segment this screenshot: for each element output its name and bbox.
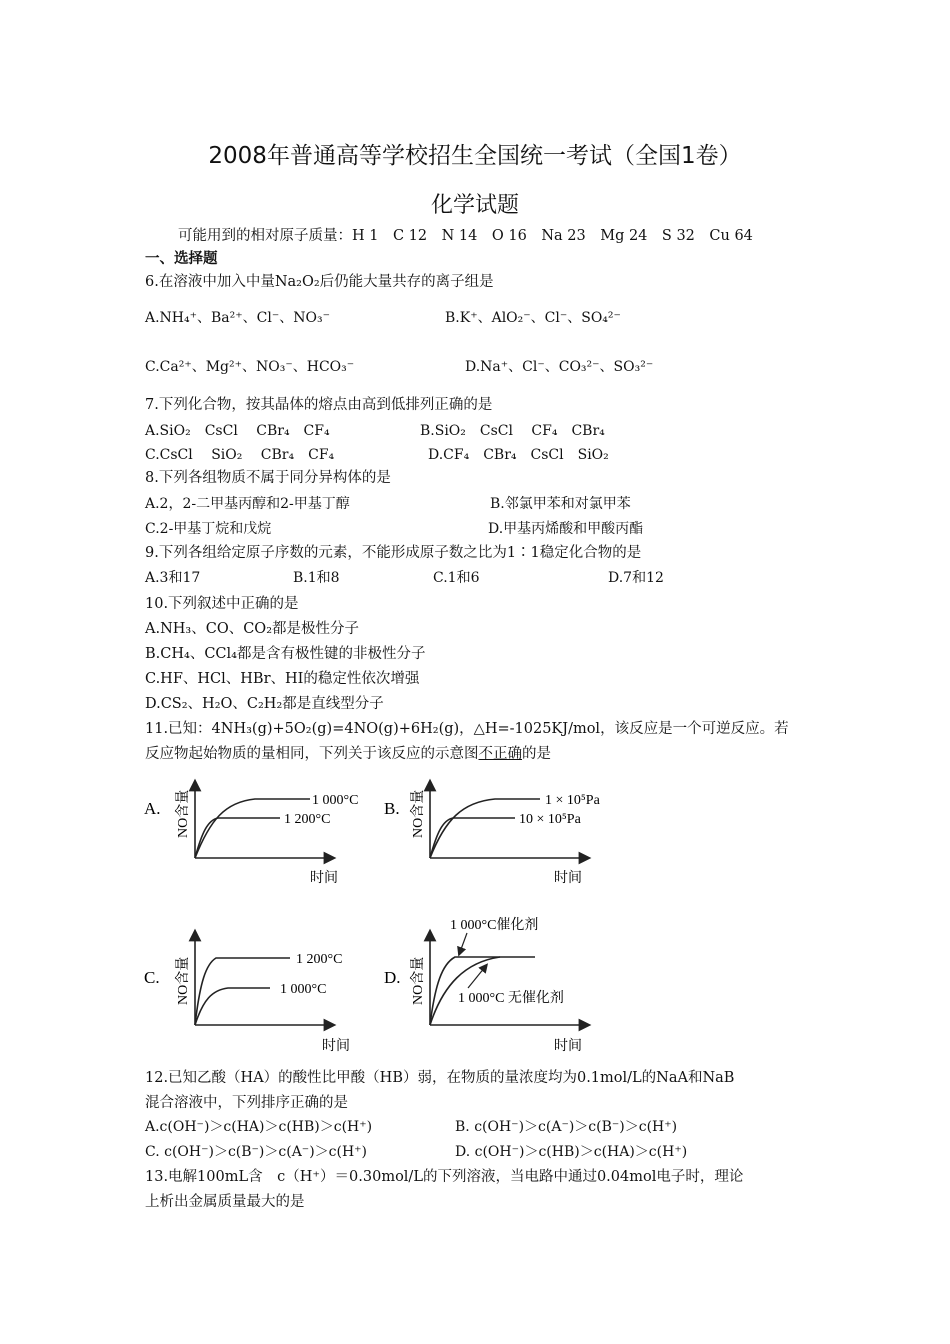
- q11-stem-underlined: 不正确: [478, 746, 522, 762]
- graph-c-curve-lower: [195, 988, 270, 1025]
- q9-option-c: C.1和6: [433, 570, 480, 586]
- graph-c-label-upper: 1 200°C: [296, 952, 343, 967]
- graph-c-xlabel: 时间: [322, 1039, 350, 1054]
- q8-stem: 8.下列各组物质不属于同分异构体的是: [145, 470, 391, 486]
- graph-d-label-lower: 1 000°C 无催化剂: [458, 991, 564, 1006]
- graph-b-letter: B.: [384, 799, 400, 818]
- q8-option-b: B.邻氯甲苯和对氯甲苯: [490, 496, 631, 512]
- q8-option-d: D.甲基丙烯酸和甲酸丙酯: [488, 521, 644, 537]
- graph-b: [384, 785, 601, 886]
- graph-a-letter: A.: [144, 799, 161, 818]
- q10-option-b: B.CH₄、CCl₄都是含有极性键的非极性分子: [145, 646, 426, 662]
- q9-option-a: A.3和17: [145, 570, 201, 586]
- graph-a-curve-lower: [195, 818, 280, 858]
- graph-a-ylabel: NO含量: [176, 789, 191, 838]
- q10-option-a: A.NH₃、CO、CO₂都是极性分子: [145, 621, 360, 637]
- q8-option-c: C.2-甲基丁烷和戊烷: [145, 521, 272, 537]
- graph-c-ylabel: NO含量: [176, 956, 191, 1005]
- graph-c-letter: C.: [144, 968, 160, 987]
- q7-option-a: A.SiO₂ CsCl CBr₄ CF₄: [145, 423, 330, 439]
- q9-option-d: D.7和12: [608, 570, 664, 586]
- q11-stem-line2: [145, 744, 551, 764]
- graph-b-xlabel: 时间: [554, 871, 582, 886]
- graph-d-letter: D.: [384, 968, 401, 987]
- q12-stem-line1: 12.已知乙酸（HA）的酸性比甲酸（HB）弱，在物质的量浓度均为0.1mol/L的NaA和NaB: [145, 1070, 735, 1086]
- q6-option-d: D.Na⁺、Cl⁻、CO₃²⁻、SO₃²⁻: [465, 359, 654, 375]
- graph-d-xlabel: 时间: [554, 1039, 582, 1054]
- q8-option-a: A.2，2-二甲基丙醇和2-甲基丁醇: [145, 496, 350, 512]
- exam-title: 2008年普通高等学校招生全国统一考试（全国1卷）: [208, 143, 742, 169]
- q10-stem: 10.下列叙述中正确的是: [145, 596, 299, 612]
- q10-option-c: C.HF、HCl、HBr、HI的稳定性依次增强: [145, 671, 420, 687]
- graph-d-arrow-lower: [468, 967, 485, 988]
- graph-c-label-lower: 1 000°C: [280, 982, 327, 997]
- q6-stem: 6.在溶液中加入中量Na₂O₂后仍能大量共存的离子组是: [145, 274, 494, 290]
- q12-option-c: C. c(OH⁻)＞c(B⁻)＞c(A⁻)＞c(H⁺): [145, 1144, 368, 1160]
- q10-option-d: D.CS₂、H₂O、C₂H₂都是直线型分子: [145, 696, 384, 712]
- q12-stem-line2: 混合溶液中，下列排序正确的是: [145, 1095, 348, 1111]
- q11-stem-part2: 的是: [522, 746, 551, 762]
- graph-b-curve-upper: [430, 799, 540, 858]
- q7-option-d: D.CF₄ CBr₄ CsCl SiO₂: [428, 447, 609, 463]
- graph-d-ylabel: NO含量: [411, 956, 426, 1005]
- q12-option-a: A.c(OH⁻)＞c(HA)＞c(HB)＞c(H⁺): [145, 1119, 373, 1135]
- graph-a-xlabel: 时间: [310, 871, 338, 886]
- graph-b-label-upper: 1 × 10⁵Pa: [545, 793, 600, 808]
- q7-option-c: C.CsCl SiO₂ CBr₄ CF₄: [145, 447, 335, 463]
- q7-option-b: B.SiO₂ CsCl CF₄ CBr₄: [420, 423, 605, 439]
- q11-graphs: [140, 770, 660, 1060]
- graph-a: [144, 785, 358, 886]
- graph-a-label-lower: 1 200°C: [284, 812, 331, 827]
- q13-stem-line1: 13.电解100mL含 c（H⁺）＝0.30mol/L的下列溶液，当电路中通过0.04mol电子时，理论: [145, 1169, 744, 1185]
- q6-option-a: A.NH₄⁺、Ba²⁺、Cl⁻、NO₃⁻: [145, 310, 330, 326]
- q9-stem: 9.下列各组给定原子序数的元素，不能形成原子数之比为1∶1稳定化合物的是: [145, 545, 642, 561]
- q6-option-c: C.Ca²⁺、Mg²⁺、NO₃⁻、HCO₃⁻: [145, 359, 355, 375]
- q7-stem: 7.下列化合物，按其晶体的熔点由高到低排列正确的是: [145, 397, 493, 413]
- graph-a-label-upper: 1 000°C: [312, 793, 359, 808]
- graph-b-label-lower: 10 × 10⁵Pa: [519, 812, 581, 827]
- graph-c: [144, 935, 350, 1054]
- q6-option-b: B.K⁺、AlO₂⁻、Cl⁻、SO₄²⁻: [445, 310, 621, 326]
- q13-stem-line2: 上析出金属质量最大的是: [145, 1194, 305, 1210]
- graph-d-label-upper: 1 000°C催化剂: [450, 918, 539, 933]
- graph-d-arrow-upper: [460, 933, 467, 952]
- graph-b-curve-lower: [430, 818, 515, 858]
- section-heading: 一、选择题: [145, 251, 218, 267]
- atomic-masses: 可能用到的相对原子质量：H 1 C 12 N 14 O 16 Na 23 Mg 24 S 32 Cu 64: [178, 228, 753, 244]
- q12-option-b: B. c(OH⁻)＞c(A⁻)＞c(B⁻)＞c(H⁺): [455, 1119, 678, 1135]
- exam-subtitle: 化学试题: [430, 193, 519, 218]
- q11-stem-part1: 反应物起始物质的量相同，下列关于该反应的示意图: [145, 746, 479, 762]
- q12-option-d: D. c(OH⁻)＞c(HB)＞c(HA)＞c(H⁺): [455, 1144, 688, 1160]
- graph-a-curve-upper: [195, 799, 310, 858]
- graph-b-ylabel: NO含量: [411, 789, 426, 838]
- q9-option-b: B.1和8: [293, 570, 340, 586]
- graph-d: [384, 916, 585, 1054]
- graph-c-curve-upper: [195, 958, 290, 1025]
- q11-stem-line1: 11.已知：4NH₃(g)+5O₂(g)=4NO(g)+6H₂(g)，△H=-1025KJ/mol，该反应是一个可逆反应。若: [145, 721, 789, 737]
